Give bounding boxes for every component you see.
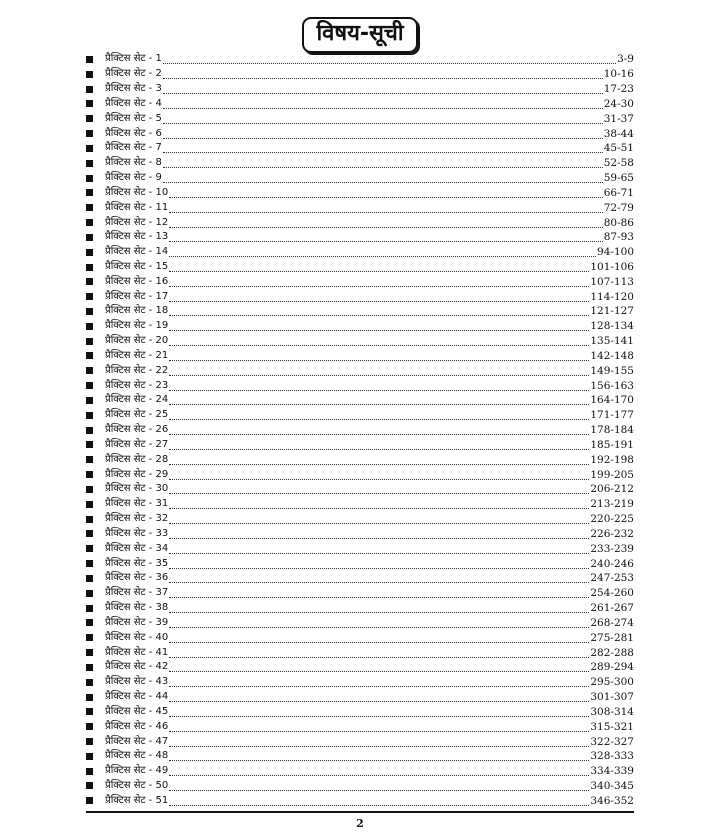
dot-leader — [169, 796, 589, 806]
toc-row[interactable] — [86, 111, 634, 126]
toc-entry-label: प्रैक्टिस सेट - 1 — [105, 53, 162, 65]
dot-leader — [169, 559, 589, 569]
toc-page-range: 240-246 — [590, 557, 634, 570]
toc-page-range: 66-71 — [603, 186, 634, 199]
square-bullet-icon — [86, 71, 93, 78]
toc-page-range: 72-79 — [603, 201, 634, 214]
dot-leader — [169, 321, 589, 331]
toc-entry-label: प्रैक्टिस सेट - 34 — [105, 542, 169, 554]
dot-leader — [163, 84, 603, 94]
footer-divider — [86, 811, 634, 813]
dot-leader — [163, 158, 603, 168]
toc-entry-label: प्रैक्टिस सेट - 50 — [105, 779, 169, 791]
toc-page-range: 199-205 — [590, 468, 634, 481]
square-bullet-icon — [86, 278, 93, 285]
dot-leader — [169, 529, 589, 539]
toc-page-range: 114-120 — [590, 290, 634, 303]
square-bullet-icon — [86, 86, 93, 93]
square-bullet-icon — [86, 575, 93, 582]
title-container — [0, 17, 720, 53]
toc-entry-label: प्रैक्टिस सेट - 43 — [105, 676, 169, 688]
toc-entry-label: प्रैक्टिस सेट - 2 — [105, 68, 162, 80]
toc-page-range: 233-239 — [590, 542, 634, 555]
toc-page-range: 340-345 — [590, 779, 634, 792]
toc-row[interactable] — [86, 171, 634, 186]
toc-row[interactable] — [86, 304, 634, 319]
square-bullet-icon — [86, 441, 93, 448]
toc-row[interactable] — [86, 349, 634, 364]
dot-leader — [169, 603, 589, 613]
dot-leader — [169, 440, 589, 450]
toc-entry-label: प्रैक्टिस सेट - 46 — [105, 720, 169, 732]
square-bullet-icon — [86, 560, 93, 567]
dot-leader — [169, 707, 589, 717]
square-bullet-icon — [86, 412, 93, 419]
toc-row[interactable] — [86, 452, 634, 467]
square-bullet-icon — [86, 605, 93, 612]
toc-page-range: 135-141 — [590, 335, 634, 348]
toc-row[interactable] — [86, 675, 634, 690]
toc-entry-label: प्रैक्टिस सेट - 42 — [105, 661, 169, 673]
dot-leader — [163, 143, 603, 153]
toc-entry-label: प्रैक्टिस सेट - 37 — [105, 587, 169, 599]
toc-row[interactable] — [86, 734, 634, 749]
dot-leader — [169, 366, 589, 376]
dot-leader — [169, 218, 603, 228]
square-bullet-icon — [86, 797, 93, 804]
toc-entry-label: प्रैक्टिस सेट - 24 — [105, 394, 169, 406]
square-bullet-icon — [86, 130, 93, 137]
dot-leader — [169, 292, 589, 302]
toc-entry-label: प्रैक्टिस सेट - 19 — [105, 320, 169, 332]
dot-leader — [169, 203, 603, 213]
toc-row[interactable] — [86, 793, 634, 808]
toc-row[interactable] — [86, 615, 634, 630]
toc-page-range: 226-232 — [590, 527, 634, 540]
toc-entry-label: प्रैक्टिस सेट - 23 — [105, 379, 169, 391]
toc-entry-label: प्रैक्टिस सेट - 11 — [105, 201, 169, 213]
dot-leader — [163, 99, 603, 109]
toc-page-range: 289-294 — [590, 661, 634, 674]
toc-entry-label: प्रैक्टिस सेट - 28 — [105, 453, 169, 465]
toc-page-range: 52-58 — [603, 157, 634, 170]
dot-leader — [169, 618, 589, 628]
toc-page-range: 171-177 — [590, 409, 634, 422]
square-bullet-icon — [86, 308, 93, 315]
dot-leader — [169, 188, 603, 198]
toc-page-range: 149-155 — [590, 364, 634, 377]
toc-entry-label: प्रैक्टिस सेट - 32 — [105, 513, 169, 525]
toc-entry-label: प्रैक्टिस सेट - 16 — [105, 275, 169, 287]
toc-page-range: 328-333 — [590, 750, 634, 763]
toc-entry-label: प्रैक्टिस सेट - 15 — [105, 261, 169, 272]
toc-row[interactable] — [86, 704, 634, 719]
square-bullet-icon — [86, 753, 93, 760]
square-bullet-icon — [86, 293, 93, 300]
square-bullet-icon — [86, 471, 93, 478]
toc-row[interactable] — [86, 334, 634, 349]
dot-leader — [169, 781, 589, 791]
toc-page-range: 261-267 — [590, 602, 634, 615]
toc-page-range: 80-86 — [603, 216, 634, 229]
toc-entry-label: प्रैक्टिस सेट - 40 — [105, 631, 169, 643]
toc-row[interactable] — [86, 141, 634, 156]
toc-row[interactable] — [86, 690, 634, 705]
toc-entry-label: प्रैक्टिस सेट - 45 — [105, 705, 169, 717]
toc-entry-label: प्रैक्टिस सेट - 18 — [105, 305, 169, 317]
toc-page-range: 322-327 — [590, 735, 634, 748]
toc-row[interactable] — [86, 749, 634, 764]
toc-entry-label: प्रैक्टिस सेट - 26 — [105, 424, 169, 436]
toc-entry-label: प्रैक्टिस सेट - 20 — [105, 335, 169, 347]
toc-row[interactable] — [86, 645, 634, 660]
toc-entry-label: प्रैक्टिस सेट - 41 — [105, 646, 169, 658]
square-bullet-icon — [86, 160, 93, 167]
toc-page-range: 17-23 — [603, 83, 634, 96]
toc-page-range: 220-225 — [590, 513, 634, 526]
toc-page-range: 107-113 — [590, 275, 634, 288]
toc-page-range: 192-198 — [590, 453, 634, 466]
toc-entry-label: प्रैक्टिस सेट - 49 — [105, 765, 169, 777]
toc-page-range: 213-219 — [590, 498, 634, 511]
page-number: 2 — [356, 817, 364, 830]
dot-leader — [169, 277, 589, 287]
toc-page-range: 268-274 — [590, 616, 634, 629]
toc-row[interactable] — [86, 601, 634, 616]
square-bullet-icon — [86, 782, 93, 789]
square-bullet-icon — [86, 145, 93, 152]
dot-leader — [169, 351, 589, 361]
dot-leader — [163, 114, 603, 124]
square-bullet-icon — [86, 664, 93, 671]
toc-entry-label: प्रैक्टिस सेट - 30 — [105, 483, 169, 495]
toc-row[interactable] — [86, 156, 634, 171]
square-bullet-icon — [86, 234, 93, 241]
dot-leader — [169, 633, 589, 643]
toc-entry-label: प्रैक्टिस सेट - 36 — [105, 572, 169, 584]
toc-page-range: 334-339 — [590, 765, 634, 778]
toc-row[interactable] — [86, 764, 634, 779]
dot-leader — [169, 751, 589, 761]
square-bullet-icon — [86, 338, 93, 345]
toc-row[interactable] — [86, 438, 634, 453]
toc-page-range: 31-37 — [603, 112, 634, 125]
toc-row[interactable] — [86, 512, 634, 527]
dot-leader — [163, 69, 603, 79]
toc-row[interactable] — [86, 378, 634, 393]
toc-row[interactable] — [86, 497, 634, 512]
square-bullet-icon — [86, 634, 93, 641]
square-bullet-icon — [86, 352, 93, 359]
toc-page-range: 38-44 — [603, 127, 634, 140]
toc-row[interactable] — [86, 527, 634, 542]
toc-row[interactable] — [86, 230, 634, 245]
toc-entry-label: प्रैक्टिस सेट - 10 — [105, 186, 169, 198]
dot-leader — [169, 766, 589, 776]
square-bullet-icon — [86, 708, 93, 715]
dot-leader — [169, 410, 589, 420]
square-bullet-icon — [86, 530, 93, 537]
square-bullet-icon — [86, 723, 93, 730]
toc-row[interactable] — [86, 586, 634, 601]
toc-row[interactable] — [86, 423, 634, 438]
square-bullet-icon — [86, 219, 93, 226]
dot-leader — [163, 54, 616, 64]
toc-row[interactable] — [86, 274, 634, 289]
dot-leader — [169, 588, 589, 598]
toc-page-range: 3-9 — [617, 53, 634, 66]
square-bullet-icon — [86, 590, 93, 597]
toc-row[interactable] — [86, 541, 634, 556]
dot-leader — [169, 514, 589, 524]
toc-row[interactable] — [86, 467, 634, 482]
toc-page-range: 254-260 — [590, 587, 634, 600]
toc-row[interactable] — [86, 660, 634, 675]
dot-leader — [169, 677, 589, 687]
toc-row[interactable] — [86, 482, 634, 497]
toc-entry-label: प्रैक्टिस सेट - 21 — [105, 349, 169, 361]
toc-entry-label: प्रैक्टिस सेट - 14 — [105, 246, 169, 258]
toc-page-range: 164-170 — [590, 394, 634, 407]
toc-row[interactable] — [86, 52, 634, 67]
toc-row[interactable] — [86, 126, 634, 141]
dot-leader — [169, 544, 589, 554]
toc-entry-label: प्रैक्टिस सेट - 29 — [105, 468, 169, 480]
dot-leader — [169, 484, 589, 494]
square-bullet-icon — [86, 738, 93, 745]
dot-leader — [169, 262, 589, 272]
toc-page-range: 315-321 — [590, 720, 634, 733]
toc-entry-label: प्रैक्टिस सेट - 3 — [105, 83, 162, 95]
square-bullet-icon — [86, 115, 93, 122]
toc-row[interactable] — [86, 185, 634, 200]
toc-row[interactable] — [86, 363, 634, 378]
square-bullet-icon — [86, 649, 93, 656]
toc-page-range: 301-307 — [590, 691, 634, 704]
toc-entry-label: प्रैक्टिस सेट - 5 — [105, 112, 162, 124]
square-bullet-icon — [86, 264, 93, 271]
toc-entry-label: प्रैक्टिस सेट - 35 — [105, 557, 169, 569]
toc-row[interactable] — [86, 289, 634, 304]
toc-entry-label: प्रैक्टिस सेट - 31 — [105, 498, 169, 510]
toc-entry-label: प्रैक्टिस सेट - 12 — [105, 216, 169, 228]
dot-leader — [169, 247, 596, 257]
toc-page-range: 24-30 — [603, 97, 634, 110]
table-of-contents — [86, 52, 634, 808]
square-bullet-icon — [86, 501, 93, 508]
square-bullet-icon — [86, 367, 93, 374]
square-bullet-icon — [86, 427, 93, 434]
toc-entry-label: प्रैक्टिस सेट - 17 — [105, 290, 169, 302]
toc-page-range: 282-288 — [590, 646, 634, 659]
dot-leader — [169, 232, 603, 242]
toc-page-range: 121-127 — [590, 305, 634, 318]
square-bullet-icon — [86, 397, 93, 404]
toc-entry-label: प्रैक्टिस सेट - 13 — [105, 231, 169, 243]
toc-entry-label: प्रैक्टिस सेट - 4 — [105, 97, 162, 109]
square-bullet-icon — [86, 486, 93, 493]
page-title: विषय-सूची — [302, 17, 417, 53]
toc-page-range: 247-253 — [590, 572, 634, 585]
toc-entry-label: प्रैक्टिस सेट - 22 — [105, 364, 169, 376]
toc-row[interactable] — [86, 200, 634, 215]
toc-row[interactable] — [86, 67, 634, 82]
square-bullet-icon — [86, 516, 93, 523]
toc-entry-label: प्रैक्टिस सेट - 48 — [105, 750, 169, 762]
dot-leader — [169, 470, 589, 480]
toc-page-range: 185-191 — [590, 438, 634, 451]
square-bullet-icon — [86, 323, 93, 330]
toc-entry-label: प्रैक्टिस सेट - 38 — [105, 602, 169, 614]
toc-page-range: 295-300 — [590, 676, 634, 689]
toc-entry-label: प्रैक्टिस सेट - 7 — [105, 142, 162, 154]
toc-page-range: 128-134 — [590, 320, 634, 333]
dot-leader — [169, 648, 589, 658]
square-bullet-icon — [86, 204, 93, 211]
toc-entry-label: प्रैक्टिस सेट - 27 — [105, 438, 169, 450]
dot-leader — [169, 306, 589, 316]
toc-row[interactable] — [86, 630, 634, 645]
toc-entry-label: प्रैक्टिस सेट - 25 — [105, 409, 169, 421]
toc-row[interactable] — [86, 96, 634, 111]
toc-page-range: 178-184 — [590, 424, 634, 437]
toc-entry-label: प्रैक्टिस सेट - 33 — [105, 527, 169, 539]
square-bullet-icon — [86, 249, 93, 256]
toc-row[interactable] — [86, 719, 634, 734]
dot-leader — [169, 737, 589, 747]
dot-leader — [169, 692, 589, 702]
square-bullet-icon — [86, 768, 93, 775]
square-bullet-icon — [86, 189, 93, 196]
toc-page-range: 142-148 — [590, 349, 634, 362]
square-bullet-icon — [86, 100, 93, 107]
dot-leader — [169, 499, 589, 509]
square-bullet-icon — [86, 56, 93, 63]
toc-entry-label: प्रैक्टिस सेट - 39 — [105, 616, 169, 628]
toc-row[interactable] — [86, 571, 634, 586]
toc-page-range: 87-93 — [603, 231, 634, 244]
toc-row[interactable] — [86, 215, 634, 230]
toc-page-range: 206-212 — [590, 483, 634, 496]
toc-page-range: 275-281 — [590, 631, 634, 644]
square-bullet-icon — [86, 545, 93, 552]
toc-row[interactable] — [86, 319, 634, 334]
dot-leader — [169, 336, 589, 346]
toc-row[interactable] — [86, 393, 634, 408]
toc-row[interactable] — [86, 82, 634, 97]
dot-leader — [163, 129, 603, 139]
square-bullet-icon — [86, 694, 93, 701]
toc-entry-label: प्रैक्टिस सेट - 44 — [105, 691, 169, 703]
square-bullet-icon — [86, 382, 93, 389]
dot-leader — [169, 425, 589, 435]
toc-row[interactable] — [86, 556, 634, 571]
dot-leader — [163, 173, 603, 183]
dot-leader — [169, 455, 589, 465]
dot-leader — [169, 722, 589, 732]
toc-entry-label: प्रैक्टिस सेट - 8 — [105, 157, 162, 169]
dot-leader — [169, 573, 589, 583]
square-bullet-icon — [86, 679, 93, 686]
toc-row[interactable] — [86, 260, 634, 275]
toc-entry-label: प्रैक्टिस सेट - 51 — [105, 794, 169, 806]
toc-entry-label: प्रैक्टिस सेट - 6 — [105, 127, 162, 139]
toc-page-range: 10-16 — [603, 68, 634, 81]
dot-leader — [169, 662, 589, 672]
toc-page-range: 94-100 — [597, 246, 634, 259]
toc-page-range: 101-106 — [590, 261, 634, 273]
toc-page-range: 346-352 — [590, 794, 634, 807]
square-bullet-icon — [86, 619, 93, 626]
toc-row[interactable] — [86, 779, 634, 794]
toc-entry-label: प्रैक्टिस सेट - 47 — [105, 735, 169, 747]
toc-page-range: 156-163 — [590, 379, 634, 392]
toc-page-range: 308-314 — [590, 705, 634, 718]
square-bullet-icon — [86, 456, 93, 463]
toc-row[interactable] — [86, 245, 634, 260]
dot-leader — [169, 395, 589, 405]
toc-row[interactable] — [86, 408, 634, 423]
square-bullet-icon — [86, 175, 93, 182]
toc-entry-label: प्रैक्टिस सेट - 9 — [105, 172, 162, 184]
toc-page-range: 45-51 — [603, 142, 634, 155]
dot-leader — [169, 381, 589, 391]
toc-page-range: 59-65 — [603, 172, 634, 185]
